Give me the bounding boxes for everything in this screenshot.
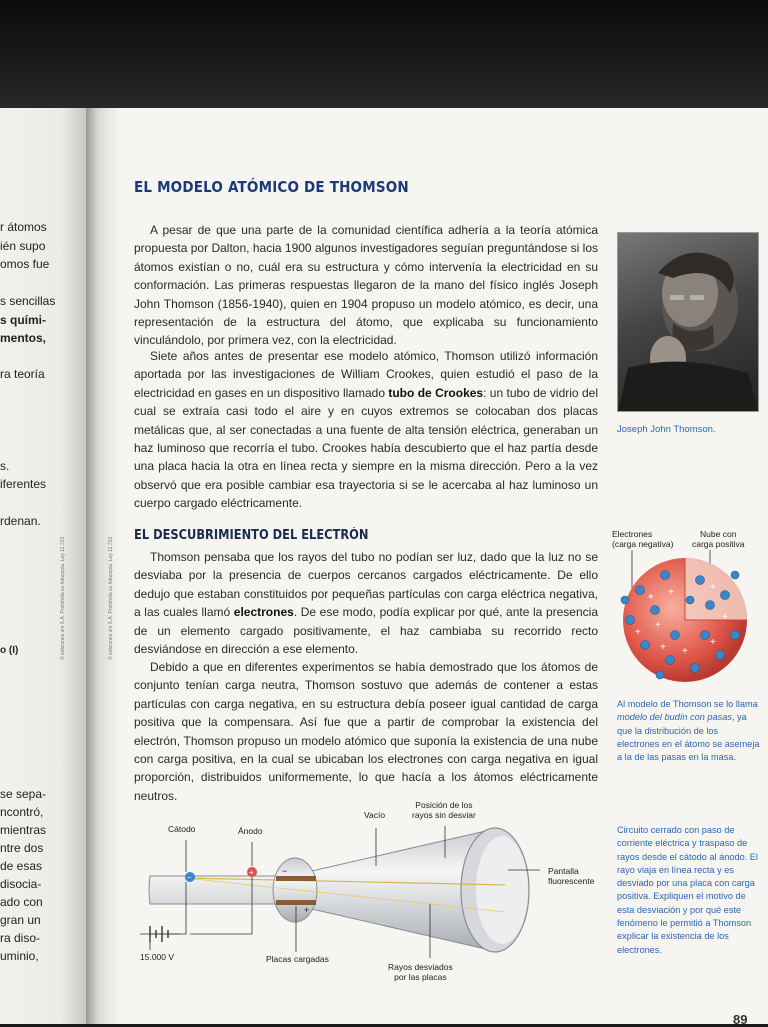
svg-text:+: + <box>682 646 688 657</box>
copyright-margin-note: © ediciones sm S.A. Prohibida su fotocopia. Ley 11.723 <box>60 536 66 660</box>
book-spine-shadow <box>86 108 120 1024</box>
section-subtitle: EL DESCUBRIMIENTO DEL ELECTRÓN <box>134 528 369 543</box>
copyright-margin-note-right: © ediciones sm S.A. Prohibida su fotocopia. Ley 11.723 <box>108 536 114 660</box>
left-page-line: s quími- <box>0 313 47 327</box>
bold-term-crookes: tubo de Crookes <box>388 385 484 400</box>
atom-label-electrons: Electrones (carga negativa) <box>612 529 674 549</box>
svg-text:−: − <box>187 873 192 882</box>
svg-text:+: + <box>249 868 254 877</box>
atom-label-cloud: Nube con carga positiva <box>692 529 745 549</box>
svg-text:+: + <box>710 582 716 593</box>
svg-text:+: + <box>635 627 641 638</box>
left-page-line: s sencillas <box>0 294 56 308</box>
left-page-line: ién supo <box>0 239 46 253</box>
portrait-silhouette <box>618 233 758 411</box>
page-title: EL MODELO ATÓMICO DE THOMSON <box>134 178 409 196</box>
svg-text:+: + <box>648 592 654 603</box>
left-page-line: r átomos <box>0 220 47 234</box>
left-page-line: gran un <box>0 913 41 927</box>
left-page-line: se sepa- <box>0 787 47 801</box>
left-page-line: rdenan. <box>0 514 41 528</box>
tube-caption: Circuito cerrado con paso de corriente eléctrica y traspaso de rayos desde el cátodo al ánodo. El rayo viaja en línea recta y es desviado por una placa con carga positiva. Expliquen el motivo de esta desviación y por qué este fenómeno le permitió a Thomson explicar la existencia de los electrones. <box>617 825 758 955</box>
left-page-line: ntre dos <box>0 841 44 855</box>
glass-tube-body <box>149 830 490 950</box>
paragraph-2: Siete años antes de presentar ese modelo atómico, Thomson utilizó información aportada por las investigaciones de William Crookes, quien estudió el paso de la electricidad en gases en un dispositivo llamado tubo de Crookes: un tubo de vidrio del cual se extraía casi todo el aire y en cuyos extremos se colocaban dos placas metálicas que, al ser conectadas a una fuente de alta tensión eléctrica, generaban un haz luminoso que recorría el tubo. Crookes había descubierto que el haz partía desde una placa hacia la otra en línea recta y siempre en la misma dirección. Pero a la vez observó que era posible cambiar esa trayectoria si se le acercaba al haz luminoso un cuerpo cargado eléctricamente. <box>134 349 598 511</box>
thomson-atom-diagram <box>610 550 760 690</box>
left-page-line: o (I) <box>0 645 19 656</box>
crookes-tube-diagram <box>130 800 610 990</box>
svg-text:−: − <box>282 866 288 876</box>
svg-text:+: + <box>722 612 728 623</box>
thomson-portrait-photo <box>617 232 759 412</box>
label-voltaje: 15.000 V <box>140 952 175 962</box>
left-page-line: ado con <box>0 895 43 909</box>
left-page-line: ncontró, <box>0 805 44 819</box>
paragraph-1: A pesar de que una parte de la comunidad científica adhería a la teoría atómica propuesta por Dalton, hacia 1900 algunos investigadores seguían preguntándose si los átomos existían o no, cuál era su estructura y cómo intervenía la electricidad en su conformación. Las primeras respuestas llegaron de la mano del físico inglés Joseph John Thomson (1856-1940), quien en 1904 propuso un modelo atómico, es decir, una representación de la estructura del átomo, que explicaba su funcionamiento vinculándolo, por primera vez, con la electricidad. <box>134 223 598 348</box>
left-page-line: mentos, <box>0 331 47 345</box>
label-posicion: Posición de los rayos sin desviar <box>412 800 476 820</box>
svg-text:+: + <box>668 587 674 598</box>
left-page-line: s. <box>0 459 10 473</box>
label-rayos: Rayos desviados por las placas <box>388 962 453 982</box>
photo-dark-background <box>0 0 768 112</box>
paragraph-4: Debido a que en diferentes experimentos se había demostrado que los átomos de conjunto tenían carga neutra, Thomson sostuvo que además de contener a estas partículas con carga negativa, en su estructura debía poseer igual cantidad de carga positiva que la compensara. Así fue que a partir de comprobar la existencia del electrón, Thomson propuso un modelo atómico que suponía la existencia de una nube con carga positiva, en la cual se ubicaban los electrones con carga negativa en igual proporción, distribuidos uniformemente, lo que hacía a los átomos eléctricamente neutros. <box>134 660 598 803</box>
left-page-line: ra diso- <box>0 931 41 945</box>
left-page-line: omos fue <box>0 257 50 271</box>
upper-charged-plate <box>276 876 316 881</box>
svg-text:+: + <box>710 637 716 648</box>
left-page-line: de esas <box>0 859 43 873</box>
label-pantalla: Pantalla fluorescente <box>548 866 595 886</box>
left-facing-page <box>0 108 86 1024</box>
left-page-line: uminio, <box>0 949 39 963</box>
label-catodo: Cátodo <box>168 824 196 834</box>
svg-text:+: + <box>655 620 661 631</box>
left-page-line: iferentes <box>0 477 47 491</box>
atom-cutaway-section <box>685 558 747 620</box>
svg-text:+: + <box>304 905 310 915</box>
left-page-line: ra teoría <box>0 367 45 381</box>
paragraph-3: Thomson pensaba que los rayos del tubo no podían ser luz, dado que la luz no se desviaba por la presencia de cuerpos cercanos cargados eléctricamente. De ello dedujo que estaban constituidos por pequeñas partículas con carga eléctrica negativa, a las cuales llamó electrones. De ese modo, podía explicar por qué, ante la presencia de un elemento cargado positivamente, el haz cambiaba su recorrido recto desviándose en dirección a ese elemento. <box>134 550 598 657</box>
photo-caption: Joseph John Thomson. <box>617 424 716 435</box>
left-page-line: mientras <box>0 823 47 837</box>
page-number: 89 <box>733 1012 748 1027</box>
label-anodo: Ánodo <box>238 826 263 836</box>
svg-text:+: + <box>660 642 666 653</box>
left-page-line: disocia- <box>0 877 42 891</box>
lower-charged-plate <box>276 900 316 905</box>
label-placas: Placas cargadas <box>266 954 329 964</box>
bold-term-electrones: electrones <box>233 605 294 620</box>
label-vacio: Vacío <box>364 810 386 820</box>
atom-caption: Al modelo de Thomson se lo llama modelo del budín con pasas, ya que la distribución de los electrones en el átomo se asemeja a la de las pasas en la masa. <box>617 699 760 763</box>
